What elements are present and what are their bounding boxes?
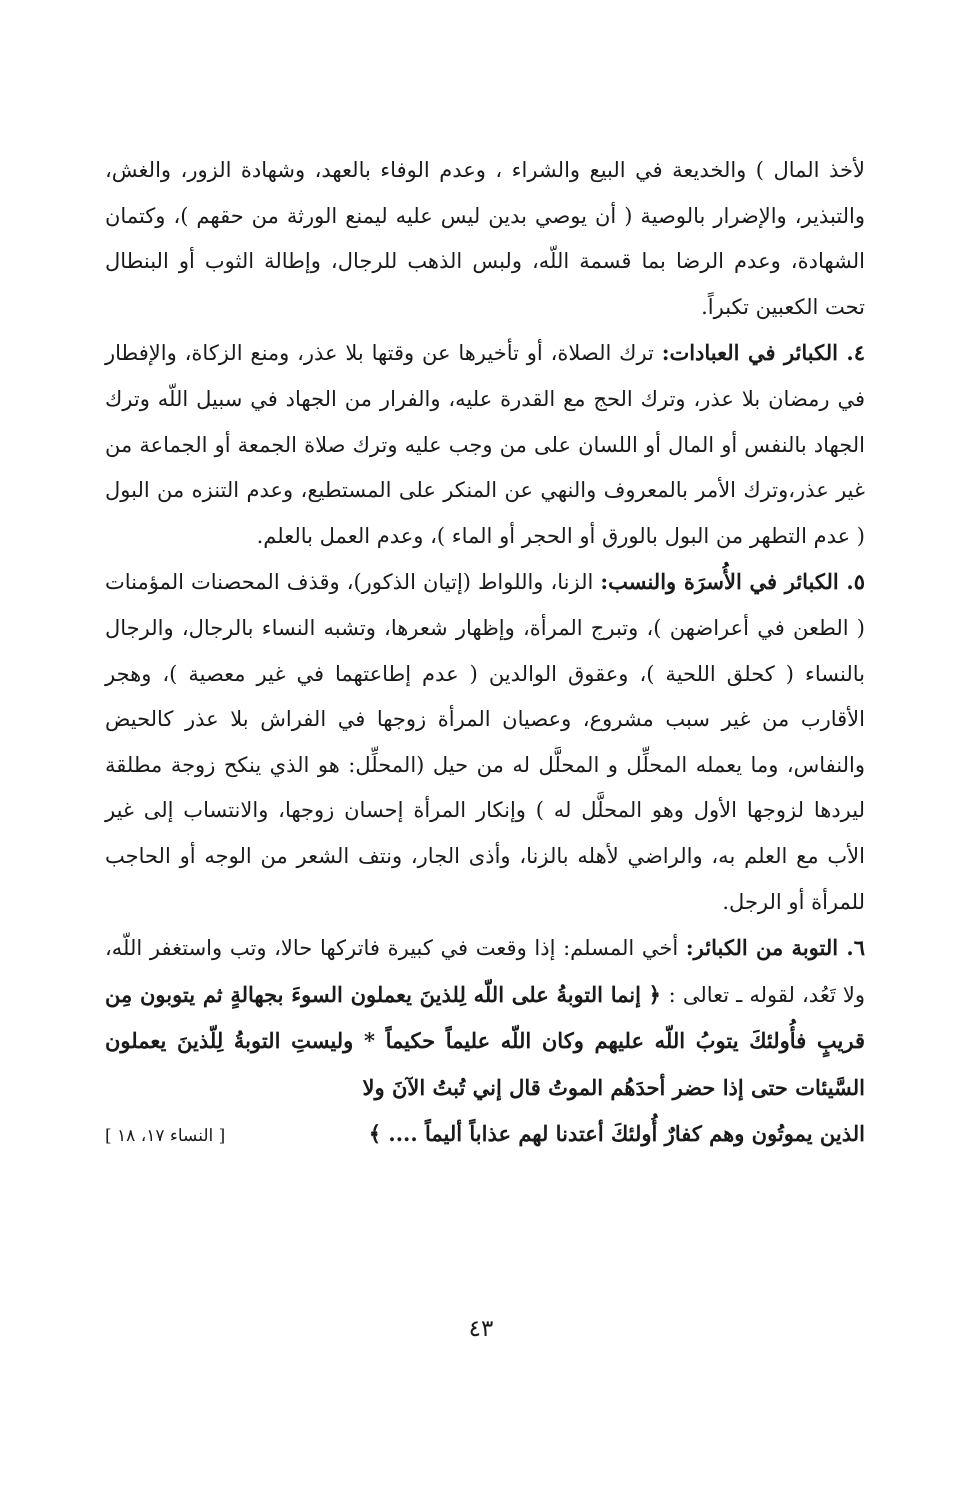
quran-verse: ﴿ إنما التوبةُ على اللّه لِلذينَ يعملون السوءَ بجهالةٍ ثم يتوبون مِن قريبٍ فأُولئكَ يتوبُ اللّه عليهم وكان اللّه عليماً حكيماً * وليستِ التوبةُ لِلّذينَ يعملون السَّيئات حتى إذا حضر أحدَهُم الموتُ قال إني تُبتُ الآنَ ولا [105, 981, 865, 1100]
section-heading-worship: ٤. الكبائر في العبادات: [661, 340, 865, 366]
section-heading-family: ٥. الكبائر في الأُسرَة والنسب: [600, 569, 865, 595]
paragraph-family-sins [105, 559, 865, 925]
paragraph-repentance [105, 925, 865, 1111]
verse-final-line [105, 1111, 865, 1160]
paragraph-text: الزنا، واللواط (إتيان الذكور)، وقذف المحصنات المؤمنات ( الطعن في أعراضهن )، وتبرج المرأة، وإظهار شعرها، وتشبه النساء بالرجال، والرجال بالنساء ( كحلق اللحية )، وعقوق الوالدين ( عدم إطاعتهما في غير معصية )، وهجر الأقارب من غير سبب مشروع، وعصيان المرأة زوجها في الفراش بلا عذر كالحيض والنفاس، وما يعمله المحلِّل و المحلَّل له من حيل (المحلِّل: هو الذي ينكح زوجة مطلقة ليردها لزوجها الأول وهو المحلَّل له ) وإنكار المرأة إحسان زوجها، والانتساب إلى غير الأب مع العلم به، والراضي لأهله بالزنا، وأذى الجار، ونتف الشعر من الوجه أو الحاجب للمرأة أو الرجل. [105, 570, 865, 914]
quran-verse-ending: الذين يموتُون وهم كفارٌ أُولئكَ أعتدنا لهم عذاباً أليماً .... ﴾ [368, 1121, 865, 1147]
paragraph-text: ترك الصلاة، أو تأخيرها عن وقتها بلا عذر، ومنع الزكاة، والإفطار في رمضان بلا عذر، وترك الحج مع القدرة عليه، والفرار من الجهاد في سبيل اللّه وترك الجهاد بالنفس أو المال أو اللسان على من وجب عليه وترك صلاة الجمعة أو الجماعة من غير عذر،وترك الأمر بالمعروف والنهي عن المنكر على المستطيع، وعدم التنزه من البول ( عدم التطهر من البول بالورق أو الحجر أو الماء )، وعدم العمل بالعلم. [105, 341, 865, 548]
paragraph-worship-sins [105, 330, 865, 559]
verse-citation: [ النساء ١٧، ١٨ ] [105, 1126, 226, 1147]
page-number: ٤٣ [468, 1316, 494, 1342]
section-heading-repentance: ٦. التوبة من الكبائر: [685, 935, 865, 961]
paragraph-text: لأخذ المال ) والخديعة في البيع والشراء ، وعدم الوفاء بالعهد، وشهادة الزور، والغش، والتبذير، والإضرار بالوصية ( أن يوصي بدين ليس عليه ليمنع الورثة من حقهم )، وكتمان الشهادة، وعدم الرضا بما قسمة اللّه، ولبس الذهب للرجال، وإطالة الثوب أو البنطال تحت الكعبين تكبراً. [105, 158, 865, 319]
body-text [105, 148, 865, 1160]
paragraph-text: أخي المسلم: إذا وقعت في كبيرة فاتركها حالا، وتب واستغفر اللّه، ولا تَعُد، لقوله ـ تعالى : [105, 936, 865, 1007]
paragraph-financial-sins [105, 148, 865, 330]
